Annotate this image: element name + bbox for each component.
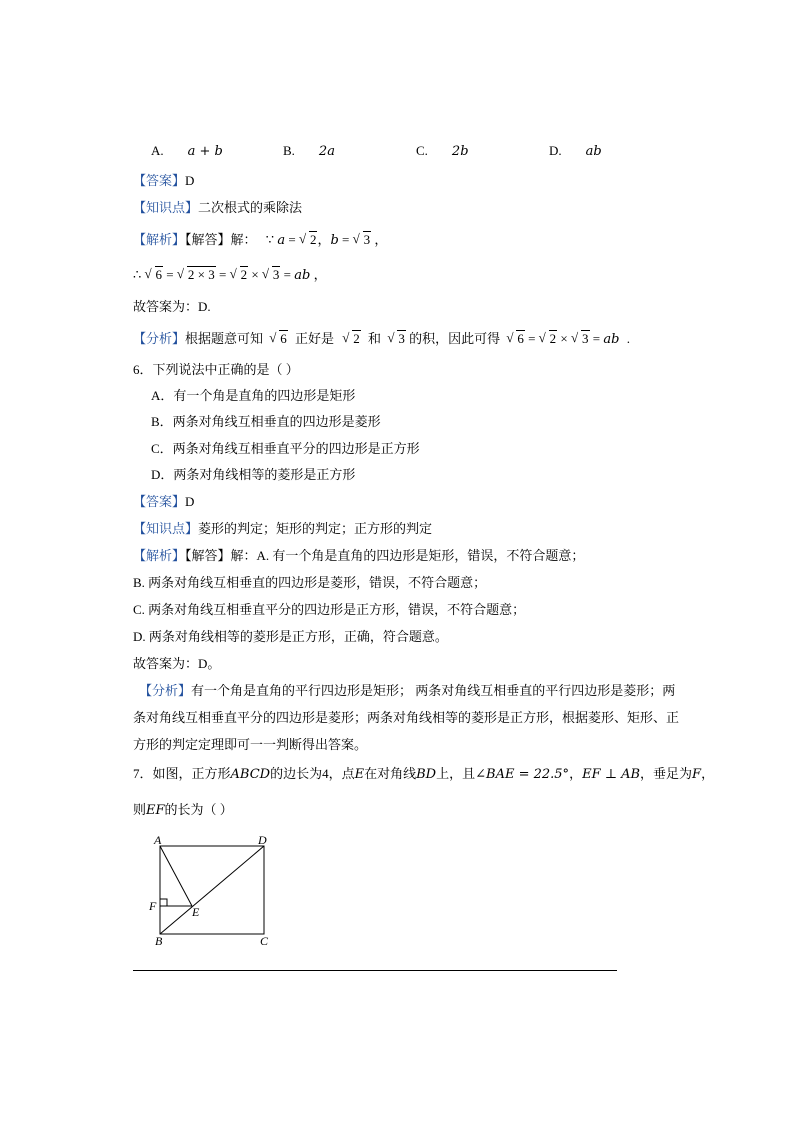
diagonal-bd xyxy=(160,846,264,934)
label-a: A xyxy=(154,833,162,847)
label-c: C xyxy=(260,934,269,948)
q5-analysis: 【分析】根据题意可知 √ 6 正好是 √ 2 和 √ 3 的积，因此可得 √ 6 = √ 2 × √ 3 = ab . xyxy=(133,330,630,349)
q6-solution-line-3: C. 两条对角线互相垂直平分的四边形是正方形，错误，不符合题意； xyxy=(133,602,526,617)
segment-ae xyxy=(160,846,192,906)
q5-derivation: ∴ √ 6 = √ 2 × 3 = √ 2 × √ 3 = ab ， xyxy=(133,266,327,285)
q6-solution-line-4: D. 两条对角线相等的菱形是正方形，正确，符合题意。 xyxy=(133,629,448,644)
right-angle-mark xyxy=(160,899,167,906)
q6-stem: 6．下列说法中正确的是（ ） xyxy=(133,362,299,377)
q6-option-d: D．两条对角线相等的菱形是正方形 xyxy=(151,467,356,482)
option-d: D. ab xyxy=(549,143,602,159)
label-f: F xyxy=(149,899,157,913)
q7-stem-line-1: 7．如图，正方形ABCD的边长为4，点E在对角线BD上，且∠BAE = 22.5°，EF ⊥ AB，垂足为F， xyxy=(133,766,715,782)
square-figure xyxy=(140,828,280,950)
label-b: B xyxy=(155,934,163,948)
q6-conclusion: 故答案为：D。 xyxy=(133,656,221,671)
q6-analysis-line-2: 条对角线互相垂直平分的四边形是菱形；两条对角线相等的菱形是正方形，根据菱形、矩形、正 xyxy=(133,710,680,725)
q6-option-b: B．两条对角线互相垂直的四边形是菱形 xyxy=(151,414,381,429)
q6-solution-line-1: 【解析】【解答】解：A. 有一个角是直角的四边形是矩形，错误，不符合题意； xyxy=(133,548,585,563)
q6-analysis-line-1: 【分析】有一个角是直角的平行四边形是矩形； 两条对角线互相垂直的平行四边形是菱形；两 xyxy=(139,683,676,698)
q5-knowledge-point: 【知识点】二次根式的乘除法 xyxy=(133,200,303,215)
bottom-divider xyxy=(133,970,617,971)
q5-answer: 【答案】D xyxy=(133,173,195,188)
q7-stem-line-2: 则EF的长为（ ） xyxy=(133,802,233,818)
q6-option-c: C．两条对角线互相垂直平分的四边形是正方形 xyxy=(151,441,420,456)
option-a: A. a + b xyxy=(151,143,223,159)
q6-answer: 【答案】D xyxy=(133,494,195,509)
q6-solution-line-2: B. 两条对角线互相垂直的四边形是菱形，错误，不符合题意； xyxy=(133,575,487,590)
label-e: E xyxy=(192,905,200,919)
label-d: D xyxy=(258,833,267,847)
q5-conclusion: 故答案为：D. xyxy=(133,299,211,314)
q6-analysis-line-3: 方形的判定定理即可一一判断得出答案。 xyxy=(133,737,368,752)
q5-solution: 【解析】【解答】解： ∵ a = √ 2，b = √ 3 ， xyxy=(133,231,387,250)
q6-knowledge-point: 【知识点】菱形的判定；矩形的判定；正方形的判定 xyxy=(133,521,433,536)
option-b: B. 2a xyxy=(283,143,335,159)
q6-option-a: A．有一个角是直角的四边形是矩形 xyxy=(151,388,356,403)
option-c: C. 2b xyxy=(416,143,469,159)
